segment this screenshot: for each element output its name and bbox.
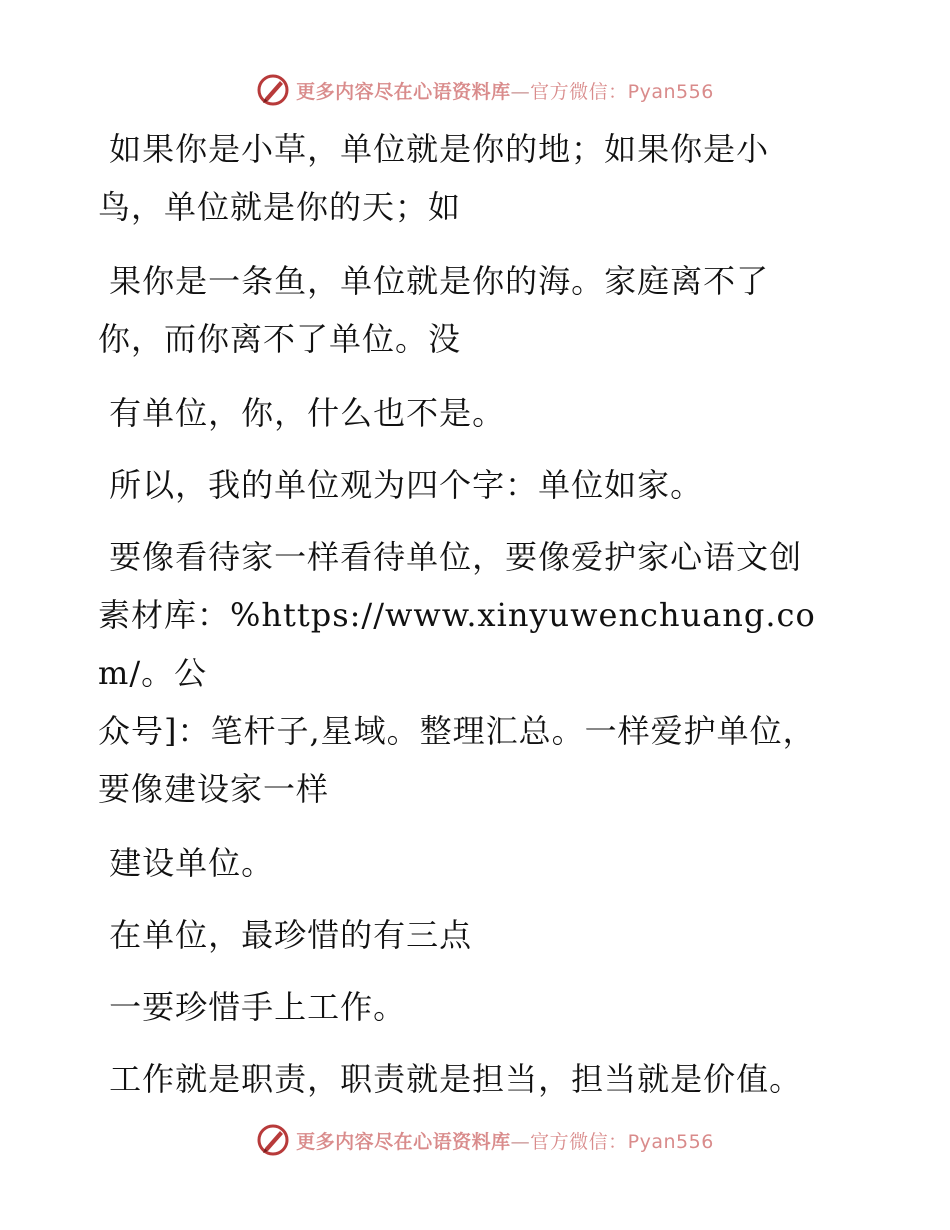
paragraph-9: 工作就是职责，职责就是担当，担当就是价值。 — [98, 1060, 803, 1098]
paragraph-8: 一要珍惜手上工作。 — [98, 988, 407, 1026]
header-banner-separator: — — [510, 80, 531, 103]
paragraph-7: 在单位，最珍惜的有三点 — [98, 916, 473, 954]
footer-banner-text — [296, 1127, 714, 1154]
footer-banner — [0, 1120, 950, 1160]
header-banner-text — [296, 77, 714, 104]
pen-logo-icon — [256, 73, 290, 107]
pen-logo-icon — [256, 1123, 290, 1157]
footer-banner-inner — [256, 1123, 714, 1157]
header-banner-main: 更多内容尽在心语资料库 — [296, 80, 511, 103]
footer-banner-separator: — — [510, 1130, 531, 1153]
paragraph-1: 如果你是小草，单位就是你的地；如果你是小 鸟，单位就是你的天；如 — [98, 130, 770, 226]
paragraph-4: 所以，我的单位观为四个字：单位如家。 — [98, 466, 704, 504]
paragraph-6: 建设单位。 — [98, 844, 275, 882]
header-banner-wechat: 官方微信：Pyan556 — [530, 80, 714, 103]
document-body — [98, 120, 858, 1122]
header-banner-inner — [256, 73, 714, 107]
paragraph-3: 有单位，你，什么也不是。 — [98, 394, 506, 432]
paragraph-5: 要像看待家一样看待单位，要像爱护家心语文创 素材库：%https://www.xinyuwenchuang.com/。公 众号]：笔杆子,星域。整理汇总。一样爱护单位， 要像建设家一样 — [98, 538, 816, 808]
footer-banner-main: 更多内容尽在心语资料库 — [296, 1130, 511, 1153]
footer-banner-wechat: 官方微信：Pyan556 — [530, 1130, 714, 1153]
paragraph-2: 果你是一条鱼，单位就是你的海。家庭离不了 你，而你离不了单位。没 — [98, 262, 770, 358]
header-banner — [0, 70, 950, 110]
